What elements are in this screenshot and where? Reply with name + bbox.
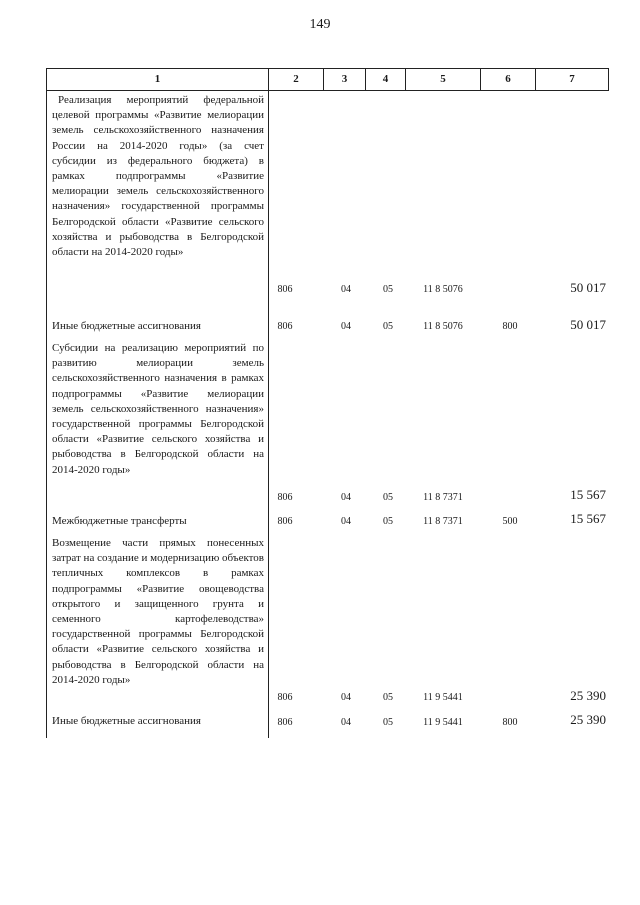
row-4-col-4: 05	[383, 516, 393, 527]
col-border-right	[608, 68, 609, 90]
row-6-col-6: 800	[502, 717, 518, 728]
row-4-col-3: 04	[341, 516, 351, 527]
row-4-col-2: 806	[277, 516, 293, 527]
row-5-col-5: 11 9 5441	[423, 692, 463, 703]
header-col-1: 1	[154, 73, 161, 85]
row-1-col-7: 50 017	[570, 280, 606, 295]
row-5-col-7: 25 390	[570, 688, 606, 703]
row-2-col-7: 50 017	[570, 317, 606, 332]
header-col-7: 7	[569, 73, 575, 85]
row-5-col-3: 04	[341, 692, 351, 703]
row-6-col-7: 25 390	[570, 712, 606, 727]
row-1-description: Реализация мероприятий федеральной целевой программы «Развитие мелиорации земель сельскохозяйственного назначения России на 2014-2020 годы» (за счет субсидии из федерального бюджета) в рамках подпрограммы «Развитие мелиорации земель сельскохозяйственного назначения» государственной программы Белгородской области «Развитие сельского хозяйства и рыбоводства в Белгородской области на 2014-2020 годы»	[52, 94, 264, 259]
row-2-col-3: 04	[341, 321, 351, 332]
col-border-left	[46, 68, 47, 738]
row-6-col-4: 05	[383, 717, 393, 728]
header-col-2: 2	[293, 73, 299, 85]
row-6-description: Иные бюджетные ассигнования	[52, 715, 201, 727]
header-col-5: 5	[440, 73, 446, 85]
row-2-description: Иные бюджетные ассигнования	[52, 320, 201, 332]
row-3-col-4: 05	[383, 492, 393, 503]
header-top-border	[46, 68, 609, 69]
row-3-col-3: 04	[341, 492, 351, 503]
header-col-3: 3	[341, 73, 348, 85]
row-4-description: Межбюджетные трансферты	[52, 515, 187, 527]
row-1-col-5: 11 8 5076	[423, 284, 463, 295]
row-2-col-6: 800	[502, 321, 518, 332]
row-4-col-7: 15 567	[570, 511, 606, 526]
row-1-col-3: 04	[341, 284, 351, 295]
row-2-col-2: 806	[277, 321, 293, 332]
header-col-4: 4	[382, 73, 389, 85]
row-5-description: Возмещение части прямых понесенных затрат на создание и модернизацию объектов тепличных комплексов в рамках подпрограммы «Развитие овощеводства открытого и защищенного грунта и семенного картофелеводства» государственной программы Белгородской области «Развитие сельского хозяйства и рыбоводства в Белгородской области на 2014-2020 годы»	[52, 537, 264, 686]
row-4-col-5: 11 8 7371	[423, 516, 463, 527]
row-3-col-5: 11 8 7371	[423, 492, 463, 503]
header-bottom-border	[46, 90, 609, 91]
row-3-col-2: 806	[277, 492, 293, 503]
row-5-col-2: 806	[277, 692, 293, 703]
header-col-6: 6	[505, 73, 511, 85]
row-5-col-4: 05	[383, 692, 393, 703]
row-2-col-5: 11 8 5076	[423, 321, 463, 332]
row-3-col-7: 15 567	[570, 487, 606, 502]
page-number: 149	[309, 17, 331, 32]
row-1-col-4: 05	[383, 284, 393, 295]
row-6-col-3: 04	[341, 717, 351, 728]
row-3-description: Субсидии на реализацию мероприятий по развитию мелиорации земель сельскохозяйственного назначения в рамках подпрограммы «Развитие мелиорации земель сельскохозяйственного назначения» государственной программы Белгородской области «Развитие сельского хозяйства и рыбоводства в Белгородской области на 2014-2020 годы»	[52, 342, 264, 476]
row-4-col-6: 500	[502, 516, 518, 527]
col-border-2	[268, 68, 269, 738]
row-6-col-5: 11 9 5441	[423, 717, 463, 728]
row-1-col-2: 806	[277, 284, 293, 295]
row-6-col-2: 806	[277, 717, 293, 728]
row-2-col-4: 05	[383, 321, 393, 332]
